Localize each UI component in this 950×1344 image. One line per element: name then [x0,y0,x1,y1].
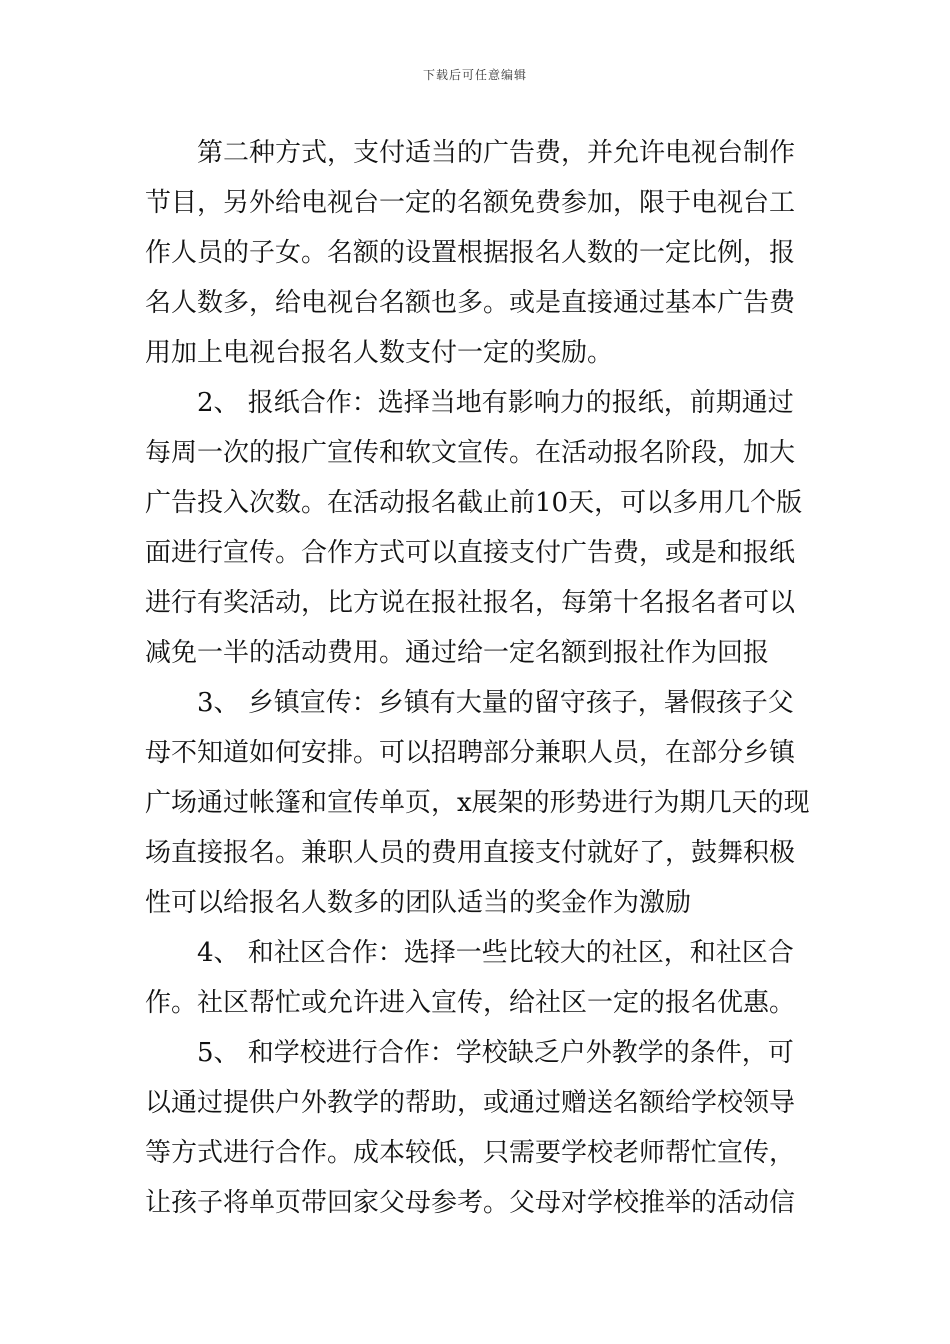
text-line: 作人员的子女。名额的设置根据报名人数的一定比例，报 [145,238,796,268]
text-line: 5、 和学校进行合作：学校缺乏户外教学的条件，可 [197,1038,794,1068]
text-line: 作。社区帮忙或允许进入宣传，给社区一定的报名优惠。 [145,988,796,1018]
document-body [145,128,811,1228]
text-line: 面进行宣传。合作方式可以直接支付广告费，或是和报纸 [145,538,796,568]
text-line: 让孩子将单页带回家父母参考。父母对学校推举的活动信 [145,1188,796,1218]
text-line: 3、 乡镇宣传：乡镇有大量的留守孩子，暑假孩子父 [197,688,794,718]
text-line: 节目，另外给电视台一定的名额免费参加，限于电视台工 [145,188,796,218]
text-line: 第二种方式，支付适当的广告费，并允许电视台制作 [197,138,796,168]
text-line: 性可以给报名人数多的团队适当的奖金作为激励 [145,888,692,918]
text-line: 母不知道如何安排。可以招聘部分兼职人员，在部分乡镇 [145,738,796,768]
page-header-note: 下载后可任意编辑 [422,68,527,82]
text-line: 4、 和社区合作：选择一些比较大的社区，和社区合 [197,938,794,968]
text-line: 广场通过帐篷和宣传单页，x展架的形势进行为期几天的现 [145,788,810,818]
text-line: 名人数多，给电视台名额也多。或是直接通过基本广告费 [145,288,796,318]
text-line: 场直接报名。兼职人员的费用直接支付就好了，鼓舞积极 [145,838,796,868]
text-line: 用加上电视台报名人数支付一定的奖励。 [145,338,614,368]
text-line: 每周一次的报广宣传和软文宣传。在活动报名阶段，加大 [145,438,796,468]
text-line: 等方式进行合作。成本较低，只需要学校老师帮忙宣传， [145,1138,796,1168]
text-line: 2、 报纸合作：选择当地有影响力的报纸，前期通过 [197,388,794,418]
text-line: 减免一半的活动费用。通过给一定名额到报社作为回报 [145,638,770,668]
text-line: 广告投入次数。在活动报名截止前10天，可以多用几个版 [145,488,803,518]
text-line: 以通过提供户外教学的帮助，或通过赠送名额给学校领导 [145,1088,796,1118]
text-line: 进行有奖活动，比方说在报社报名，每第十名报名者可以 [145,588,796,618]
